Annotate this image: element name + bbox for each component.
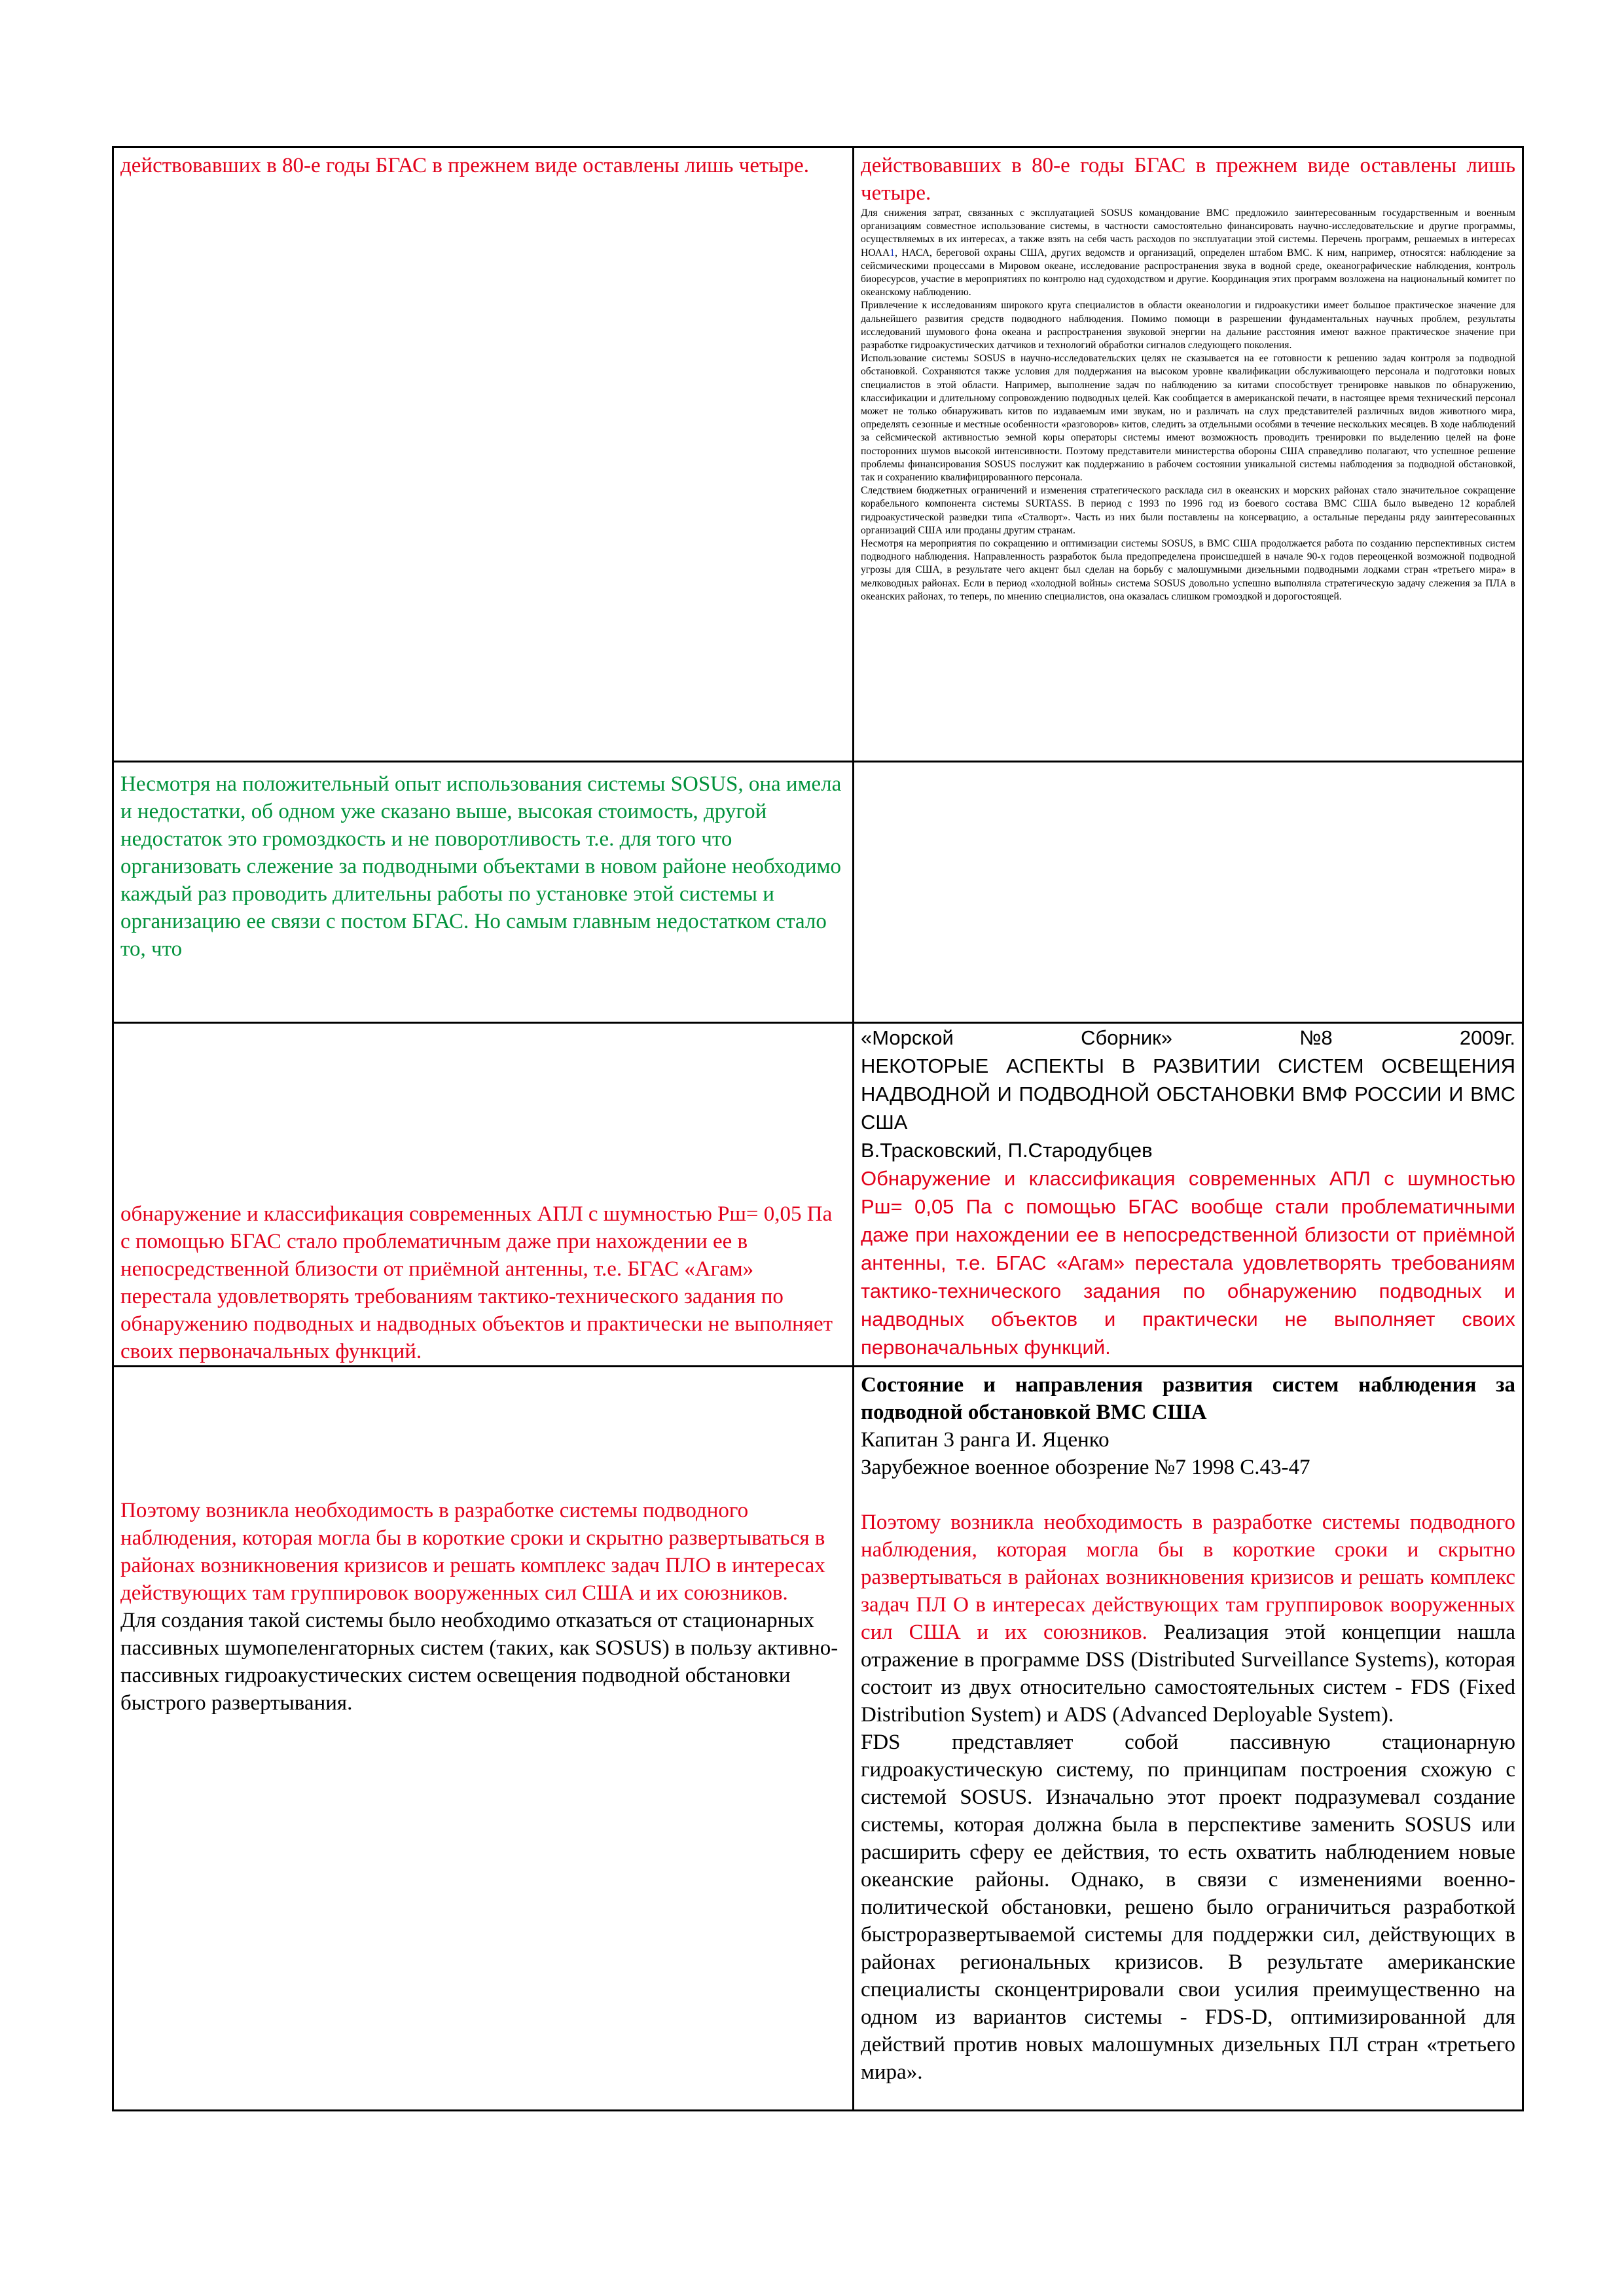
table-cell-left	[113, 762, 854, 1023]
small-paragraph: Несмотря на мероприятия по сокращению и оптимизации системы SOSUS, в ВМС США продолжается работа по созданию перспективных систем подводного наблюдения. Направленность разработок была предопределена происшедшей в начале 90-х годов переоценкой возможной подводной угрозы для США, в результате чего акцент был сделан на борьбу с малошумными дизельными подводными лодками стран «третьего мира» в мелководных районах. Если в период «холодной войны» система SOSUS довольно успешно выполняла стратегическую задачу слежения за ПЛА в океанских районах, то теперь, по мнению специалистов, она оказалась слишком громоздкой и дорогостоящей.	[861, 538, 1515, 602]
black-text: Реализация этой концепции нашла отражение в программе DSS (Distributed Surveillance Systems), которая состоит из двух относительно самостоятельных систем - FDS (Fixed Distribution System) и ADS (Advanced Deployable System).	[861, 1621, 1515, 1727]
article-title: Состояние и направления развития систем наблюдения за подводной обстановкой ВМС США	[861, 1373, 1515, 1424]
small-text: , НАСА, береговой охраны США, других ведомств и организаций, определен штабом ВМС. К ним, например, относятся: наблюдение за сейсмическими процессами в Мировом океане, исследование распространения звука в водной среде, океанографические наблюдения, контроль биоресурсов, участие в мероприятиях по контролю над судоходством и другие. Координация этих программ возложена на национальный комитет по океанскому наблюдению.	[861, 247, 1515, 298]
red-text: Поэтому возникла необходимость в разработке системы подводного наблюдения, которая могла бы в короткие сроки и скрытно развертываться в районах возникновения кризисов и решать комплекс задач ПЛ О в интересах действующих там группировок вооруженных сил США и их союзников.	[861, 1511, 1515, 1644]
source-line	[861, 1024, 1515, 1052]
table-row	[113, 1367, 1523, 2111]
cell-text: Поэтому возникла необходимость в разработке системы подводного наблюдения, которая могла бы в короткие сроки и скрытно развертываться в районах возникновения кризисов и решать комплекс задач ПЛО в интересах действующих там группировок вооруженных сил США и их союзников.	[120, 1499, 825, 1605]
source-part: Сборник»	[1081, 1026, 1172, 1049]
small-print-block	[861, 207, 1515, 603]
table-row	[113, 1023, 1523, 1367]
small-text: Для снижения затрат, связанных с эксплуатацией SOSUS командование ВМС предложило заинтересованным государственным и военным организациям совместное использование системы, в частности самостоятельно финансировать научно-исследовательские и другие программы, осуществляемых в их интересах, а также взять на себя часть расходов по эксплуатации этой системы. Перечень программ, решаемых в интересах НОАА	[861, 207, 1515, 259]
cell-text: действовавших в 80-е годы БГАС в прежнем виде оставлены лишь четыре.	[120, 154, 809, 177]
article-source: Зарубежное военное обозрение №7 1998 С.43-47	[861, 1456, 1310, 1479]
small-paragraph: Следствием бюджетных ограничений и изменения стратегического расклада сил в океанских и морских районах стало значительное сокращение корабельного компонента системы SURTASS. В период с 1993 по 1996 год из боевого состава ВМС США было выведено 12 кораблей гидроакустической разведки типа «Сталворт». Часть из них были поставлены на консервацию, а остальные переданы ряду заинтересованных организаций США или проданы другим странам.	[861, 485, 1515, 536]
small-paragraph: Привлечение к исследованиям широкого круга специалистов в области океанологии и гидроакустики имеет большое практическое значение для дальнейшего развития средств подводного наблюдения. Помимо помощи в разрешении фундаментальных научных проблем, результаты исследований шумового фона океана и распространения звуковой энергии на дальние расстояния имеют важное практическое значение при разработке гидроакустических датчиков и технологий обработки сигналов следующего поколения.	[861, 300, 1515, 351]
source-part: 2009г.	[1459, 1026, 1515, 1049]
table-cell-left	[113, 147, 854, 762]
source-part: «Морской	[861, 1026, 954, 1049]
table-cell-right	[854, 762, 1523, 1023]
table-cell-right	[854, 1023, 1523, 1367]
comparison-table	[112, 146, 1524, 2111]
spacer	[861, 1481, 1515, 1509]
small-paragraph	[861, 207, 1515, 299]
footnote-ref: 1	[890, 247, 895, 259]
article-title: НЕКОТОРЫЕ АСПЕКТЫ В РАЗВИТИИ СИСТЕМ ОСВЕЩЕНИЯ НАДВОДНОЙ И ПОДВОДНОЙ ОБСТАНОВКИ ВМФ РОССИИ И ВМС США	[861, 1054, 1515, 1134]
cell-text: FDS представляет собой пассивную стационарную гидроакустическую систему, по принципам построения схожую с системой SOSUS. Изначально этот проект подразумевал создание системы, которая должна была в перспективе заменить SOSUS или расширить сферу ее действия, то есть охватить наблюдением новые океанские районы. Однако, в связи с изменениями военно-политической обстановки, решено было ограничиться разработкой быстроразвертываемой системы для поддержки сил, действующих в районах региональных кризисов. В результате американские специалисты сконцентрировали свои усилия преимущественно на одном из вариантов системы - FDS-D, оптимизированной для действий против новых малошумных дизельных ПЛ стран «третьего мира».	[861, 1731, 1515, 2084]
table-cell-right	[854, 147, 1523, 762]
cell-text	[861, 1509, 1515, 1729]
cell-heading: действовавших в 80-е годы БГАС в прежнем виде оставлены лишь четыре.	[861, 154, 1515, 205]
article-authors: В.Трасковский, П.Стародубцев	[861, 1139, 1153, 1162]
table-row	[113, 147, 1523, 762]
cell-text: обнаружение и классификация современных АПЛ с шумностью Рш= 0,05 Па с помощью БГАС стало проблематичным даже при нахождении ее в непосредственной близости от приёмной антенны, т.е. БГАС «Агам» перестала удовлетворять требованиям тактико-технического задания по обнаружению подводных и надводных объектов и практически не выполняет своих первоначальных функций.	[120, 1202, 833, 1363]
table-row	[113, 762, 1523, 1023]
source-part: №8	[1299, 1026, 1333, 1049]
cell-text: Несмотря на положительный опыт использования системы SOSUS, она имела и недостатки, об одном уже сказано выше, высокая стоимость, другой недостаток это громоздкость и не поворотливость т.е. для того что организовать слежение за подводными объектами в новом районе необходимо каждый раз проводить длительны работы по установке этой системы и организацию ее связи с постом БГАС. Но самым главным недостатком стало то, что	[120, 772, 842, 961]
table-cell-left	[113, 1367, 854, 2111]
small-paragraph: Использование системы SOSUS в научно-исследовательских целях не сказывается на ее готовности к решению задач контроля за подводной обстановкой. Сохраняются также условия для поддержания на высоком уровне квалификации обслуживающего персонала и подготовки новых специалистов в этой области. Например, выполнение задач по наблюдению за китами способствует тренировке навыков по обнаружению, классификации и длительному сопровождению подводных целей. Как сообщается в американской печати, в настоящее время технический персонал может не только обнаруживать китов по издаваемым ими звукам, но и различать на слух представителей различных видов животного мира, определять сезонные и местные особенности «разговоров» китов, следить за отдельными особями в течение нескольких месяцев. В ходе наблюдений за сейсмической активностью земной коры операторы системы имеют возможность проводить тренировки по выделению целей на фоне посторонних шумов высокой интенсивности. Поэтому представители министерства обороны США справедливо полагают, что успешное решение проблемы финансирования SOSUS послужит как поддержанию в рабочем состоянии уникальной системы наблюдения за подводной обстановкой, так и сохранению квалифицированного персонала.	[861, 353, 1515, 484]
cell-text: Для создания такой системы было необходимо отказаться от стационарных пассивных шумопеленгаторных систем (таких, как SOSUS) в пользу активно-пассивных гидроакустических систем освещения подводной обстановки быстрого развертывания.	[120, 1609, 839, 1715]
cell-text: Обнаружение и классификация современных АПЛ с шумностью Рш= 0,05 Па с помощью БГАС вообще стали проблематичными даже при нахождении ее в непосредственной близости от приёмной антенны, т.е. БГАС «Агам» перестала удовлетворять требованиям тактико-технического задания по обнаружению подводных и надводных объектов и практически не выполняет своих первоначальных функций.	[861, 1167, 1515, 1359]
article-author: Капитан 3 ранга И. Яценко	[861, 1428, 1110, 1452]
table-cell-right	[854, 1367, 1523, 2111]
table-cell-left	[113, 1023, 854, 1367]
